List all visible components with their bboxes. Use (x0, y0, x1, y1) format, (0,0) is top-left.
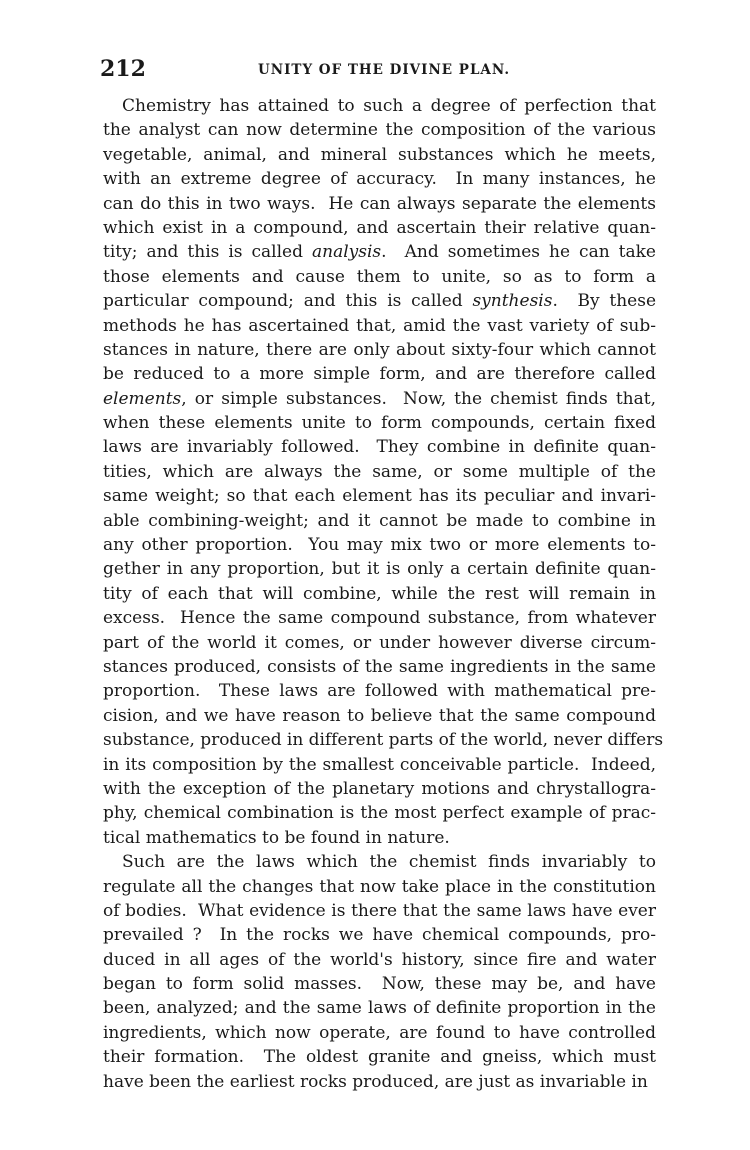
text-segment: have been the earliest rocks produced, are just as invariable in (103, 1071, 648, 1092)
italic-term: analysis (312, 242, 382, 263)
text-segment: particular compound; and this is called (103, 291, 473, 312)
italic-term: elements (103, 388, 182, 409)
text-line (103, 826, 656, 850)
text-line (103, 216, 656, 240)
text-line (103, 704, 656, 728)
text-segment: proportion. These laws are followed with mathematical pre- (103, 681, 656, 702)
text-line (103, 240, 656, 264)
text-line (103, 143, 656, 167)
text-line (103, 314, 656, 338)
text-line (103, 533, 656, 557)
text-line (103, 753, 656, 777)
text-segment: when these elements unite to form compounds, certain fixed (103, 413, 656, 434)
text-segment: same weight; so that each element has its peculiar and invari- (103, 486, 656, 507)
text-line (103, 948, 656, 972)
text-segment: which exist in a compound, and ascertain their relative quan- (103, 217, 656, 238)
text-segment: been, analyzed; and the same laws of definite proportion in the (103, 998, 656, 1019)
text-line (103, 118, 656, 142)
text-segment: the analyst can now determine the composition of the various (103, 120, 656, 141)
text-line (103, 192, 656, 216)
text-segment: be reduced to a more simple form, and are therefore called (103, 364, 656, 385)
text-line (103, 1021, 656, 1045)
text-line (103, 972, 656, 996)
text-line (103, 289, 656, 313)
text-line (103, 338, 656, 362)
text-segment: in its composition by the smallest conceivable particle. Indeed, (103, 754, 656, 775)
text-segment: . By these (552, 291, 657, 312)
text-segment: Such are the laws which the chemist finds invariably to (122, 852, 656, 873)
text-line (103, 1070, 656, 1094)
text-segment: methods he has ascertained that, amid the vast variety of sub- (103, 315, 656, 336)
text-line (103, 557, 656, 581)
text-line (103, 801, 656, 825)
italic-term: synthesis (472, 291, 553, 312)
text-line (103, 435, 656, 459)
text-line (103, 1045, 656, 1069)
text-segment: with an extreme degree of accuracy. In many instances, he (103, 169, 656, 190)
text-segment: gether in any proportion, but it is only a certain definite quan- (103, 559, 656, 580)
text-line (103, 875, 656, 899)
text-segment: prevailed ? In the rocks we have chemical compounds, pro- (103, 925, 656, 946)
running-title: UNITY OF THE DIVINE PLAN. (258, 62, 511, 78)
text-line (103, 679, 656, 703)
text-line (103, 631, 656, 655)
text-line (103, 728, 664, 752)
text-line (103, 509, 656, 533)
text-segment: substance, produced in different parts of the world, never differs (103, 730, 664, 751)
text-segment: stances produced, consists of the same ingredients in the same (103, 656, 656, 677)
text-line (103, 94, 656, 118)
text-segment: tity; and this is called (103, 242, 313, 263)
page-number: 212 (100, 56, 146, 82)
text-segment: of bodies. What evidence is there that the same laws have ever (103, 900, 656, 921)
text-segment: able combining-weight; and it cannot be made to combine in (103, 510, 656, 531)
text-segment: vegetable, animal, and mineral substances which he meets, (103, 144, 656, 165)
text-line (103, 387, 656, 411)
text-segment: can do this in two ways. He can always separate the elements (103, 193, 656, 214)
text-segment: tity of each that will combine, while the rest will remain in (103, 583, 656, 604)
body-text (103, 94, 664, 1094)
text-line (103, 460, 656, 484)
text-segment: . And sometimes he can take (381, 242, 656, 263)
text-segment: regulate all the changes that now take place in the constitution (103, 876, 656, 897)
text-segment: cision, and we have reason to believe that the same compound (103, 705, 656, 726)
text-line (103, 582, 656, 606)
text-line (103, 655, 656, 679)
text-segment: ingredients, which now operate, are found to have controlled (103, 1022, 656, 1043)
text-segment: Chemistry has attained to such a degree of perfection that (122, 96, 656, 116)
text-line (103, 850, 656, 874)
text-line (103, 996, 656, 1020)
text-segment: , or simple substances. Now, the chemist finds that, (181, 388, 656, 409)
text-segment: tical mathematics to be found in nature. (103, 827, 450, 848)
text-segment: tities, which are always the same, or some multiple of the (103, 461, 656, 482)
paragraph (103, 850, 656, 1094)
text-line (103, 899, 656, 923)
text-segment: with the exception of the planetary motions and chrystallogra- (103, 778, 656, 799)
text-line (103, 411, 656, 435)
text-segment: excess. Hence the same compound substance, from whatever (103, 608, 656, 629)
text-segment: those elements and cause them to unite, so as to form a (103, 266, 656, 287)
text-segment: began to form solid masses. Now, these may be, and have (103, 974, 656, 995)
text-line (103, 923, 656, 947)
text-line (103, 167, 656, 191)
text-segment: their formation. The oldest granite and gneiss, which must (103, 1047, 656, 1068)
text-segment: duced in all ages of the world's history, since fire and water (103, 949, 656, 970)
text-line (103, 777, 656, 801)
text-segment: phy, chemical combination is the most perfect example of prac- (103, 803, 656, 824)
text-segment: laws are invariably followed. They combine in definite quan- (103, 437, 656, 458)
running-head (100, 56, 656, 84)
text-line (103, 484, 656, 508)
text-line (103, 362, 656, 386)
text-segment: part of the world it comes, or under however diverse circum- (103, 632, 656, 653)
paragraph (103, 94, 664, 850)
text-segment: any other proportion. You may mix two or more elements to- (103, 535, 656, 556)
text-line (103, 606, 656, 630)
text-line (103, 265, 656, 289)
text-segment: stances in nature, there are only about sixty-four which cannot (103, 339, 656, 360)
